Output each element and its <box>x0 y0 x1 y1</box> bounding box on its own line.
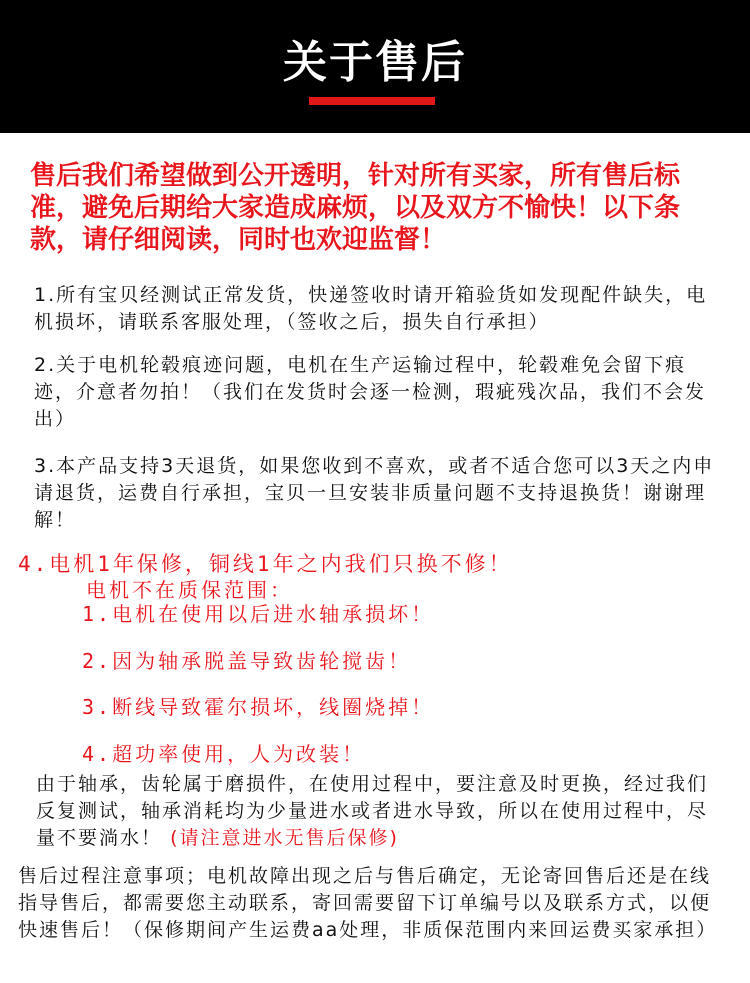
header-banner <box>0 0 750 133</box>
aftersale-process: 售后过程注意事项；电机故障出现之后与售后确定，无论寄回售后还是在线指导售后，都需要您主动联系，寄回需要留下订单编号以及联系方式，以便快速售后！（保修期间产生运费aa处理，非质保范围内来回运费买家承担） <box>18 865 718 941</box>
warranty-headline: 4.电机1年保修，铜线1年之内我们只换不修！ <box>18 552 513 576</box>
page-title: 关于售后 <box>283 37 467 88</box>
warranty-item-4: 4.超功率使用，人为改装！ <box>82 742 366 766</box>
clause-2: 2.关于电机轮毂痕迹问题，电机在生产运输过程中，轮毂难免会留下痕迹，介意者勿拍！（我们在发货时会逐一检测，瑕疵残次品，我们不会发出） <box>34 354 707 430</box>
clause-3: 3.本产品支持3天退货，如果您收到不喜欢，或者不适合您可以3天之内申请退货，运费自行承担，宝贝一旦安装非质量问题不支持退换货！谢谢理解！ <box>34 455 715 531</box>
warranty-item-2: 2.因为轴承脱盖导致齿轮搅齿！ <box>82 649 412 673</box>
bearing-note <box>36 771 716 852</box>
title-underline <box>309 97 435 105</box>
bearing-note-warning: (请注意进水无售后保修) <box>170 827 399 849</box>
clause-1: 1.所有宝贝经测试正常发货，快递签收时请开箱验货如发现配件缺失，电机损坏，请联系客服处理，（签收之后，损失自行承担） <box>34 284 708 333</box>
warranty-item-1: 1.电机在使用以后进水轴承损坏！ <box>82 602 435 626</box>
intro-text: 售后我们希望做到公开透明，针对所有买家，所有售后标准，避免后期给大家造成麻烦，以及双方不愉快！以下条款，请仔细阅读，同时也欢迎监督！ <box>30 161 681 255</box>
warranty-item-3: 3.断线导致霍尔损坏，线圈烧掉！ <box>82 695 435 719</box>
bearing-note-text: 由于轴承，齿轮属于磨损件，在使用过程中，要注意及时更换，经过我们反复测试，轴承消耗均为少量进水或者进水导致，所以在使用过程中，尽量不要淌水！ <box>36 773 709 849</box>
warranty-subhead: 电机不在质保范围： <box>86 578 293 602</box>
